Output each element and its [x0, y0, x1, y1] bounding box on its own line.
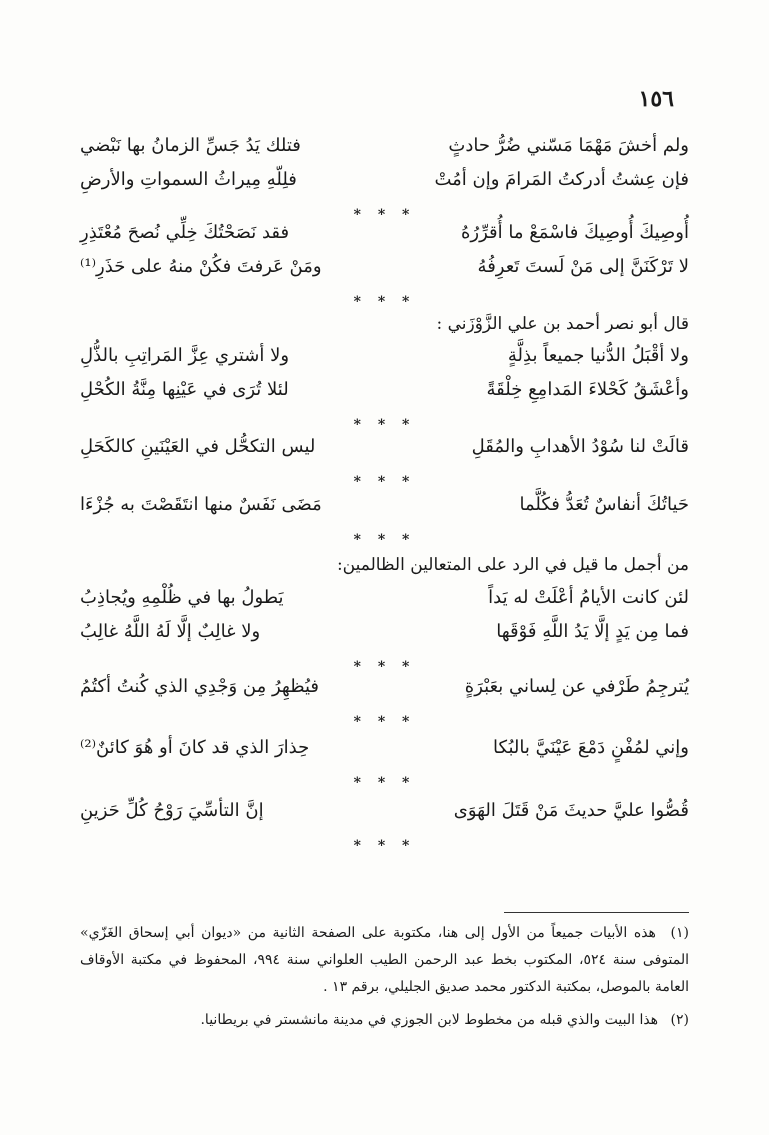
verse-line [70, 587, 699, 621]
verse-line [70, 345, 699, 379]
poem-block [70, 436, 699, 494]
section-intro: قال أبو نصر أحمد بن علي الزَّوْزَني : [436, 314, 689, 334]
section-separator: * * * [353, 838, 416, 854]
footnote-number: (٢) [670, 1012, 689, 1028]
section-separator: * * * [353, 207, 416, 223]
verse-second-hemistich: ولا أشتري عِزَّ المَراتِبِ بالذُّلِ [80, 345, 290, 366]
verse-second-hemistich: مَضَى نَفَسٌ منها انتَقَصْتَ به جُزْءَا [80, 494, 322, 515]
verse-line [70, 737, 699, 771]
verse-first-hemistich: أُوصِيكَ أُوصِيكَ فاسْمَعْ ما أُقرِّرُهُ [461, 222, 689, 243]
verse-first-hemistich: حَياتُكَ أنفاسٌ تُعَدُّ فكُلَّما [519, 494, 689, 515]
section-separator: * * * [353, 417, 416, 433]
verse-line [70, 436, 699, 470]
poem-block [70, 676, 699, 734]
footnote [80, 1007, 689, 1034]
footnote-divider [504, 912, 689, 913]
verse-second-hemistich: فتلك يَدُ جَسِّ الزمانُ بها نَبْضي [80, 135, 301, 156]
footnote [80, 920, 689, 1001]
poem-block [70, 135, 699, 227]
verse-second-hemistich: ومَنْ عَرفتَ فكُنْ منهُ على حَذَرِ⁽¹⁾ [80, 256, 322, 277]
verse-line [70, 621, 699, 655]
verse-second-hemistich: حِذارَ الذي قد كانَ أو هُوَ كائنٌ⁽²⁾ [80, 737, 310, 758]
section-separator: * * * [353, 714, 416, 730]
verse-first-hemistich: ولم أخشَ مَهْمَا مَسّني ضُرُّ حادثٍ [448, 135, 689, 156]
verse-first-hemistich: وأعْشَقُ كَحْلاءَ المَدامِعِ خِلْقَةً [486, 379, 689, 400]
footnote-number: (١) [670, 925, 689, 941]
verse-second-hemistich: يَطولُ بها في ظُلْمِهِ ويُجاذِبُ [80, 587, 284, 608]
verse-first-hemistich: ولا أقْبَلُ الدُّنيا جميعاً بذِلَّةٍ [507, 345, 689, 366]
section-separator: * * * [353, 294, 416, 310]
verse-first-hemistich: لئن كانت الأيامُ أعْلَتْ له يَداً [488, 587, 689, 608]
poem-block [70, 800, 699, 858]
verse-second-hemistich: ولا غالِبٌ إلَّا لَهُ اللَّهُ غالِبُ [80, 621, 261, 642]
poem-block [70, 737, 699, 795]
verse-first-hemistich: وإني لمُفْنٍ دَمْعَ عَيْنَيَّ بالبُكا [493, 737, 689, 758]
verse-second-hemistich: فيُظهِرُ مِن وَجْدِي الذي كُنتُ أكتُمُ [80, 676, 320, 697]
verse-first-hemistich: فإن عِشتُ أدركتُ المَرامَ وإن أمُتْ [434, 169, 689, 190]
section-separator: * * * [353, 775, 416, 791]
verse-second-hemistich: فقد نَصَحْتُكَ خِلِّي نُصحَ مُعْتَذِرِ [80, 222, 290, 243]
footnote-text: هذه الأبيات جميعاً من الأول إلى هنا، مكتوبة على الصفحة الثانية من «ديوان أبي إسحاق الغَزّي» المتوفى سنة ٥٢٤، المكتوب بخط عبد الرحمن الطيب العلواني سنة ٩٩٤، المحفوظ في مكتبة الأوقاف العامة بالموصل، بمكتبة الدكتور محمد صديق الجليلي، برقم ١٣ . [80, 925, 689, 995]
footnote-text: هذا البيت والذي قبله من مخطوط لابن الجوزي في مدينة مانشستر في بريطانيا. [200, 1012, 659, 1028]
verse-line [70, 494, 699, 528]
verse-line [70, 135, 699, 169]
section-separator: * * * [353, 532, 416, 548]
verse-line [70, 676, 699, 710]
poem-block [70, 222, 699, 314]
verse-first-hemistich: قالَتْ لنا سُوْدُ الأهدابِ والمُقَلِ [471, 436, 689, 457]
verse-first-hemistich: يُترجِمُ طَرْفي عن لِساني بعَبْرَةٍ [464, 676, 689, 697]
section-intro: من أجمل ما قيل في الرد على المتعالين الظالمين: [336, 555, 689, 575]
footnotes [80, 920, 689, 1034]
section-separator: * * * [353, 474, 416, 490]
poem-block [70, 587, 699, 679]
verse-line [70, 256, 699, 290]
section-separator: * * * [353, 659, 416, 675]
verse-line [70, 222, 699, 256]
verse-line [70, 800, 699, 834]
verse-second-hemistich: لئلا تُرَى في عَيْنِها مِنَّةُ الكُحْلِ [80, 379, 289, 400]
verse-second-hemistich: ليس التكحُّل في العَيْنَينِ كالكَحَلِ [80, 436, 316, 457]
verse-line [70, 169, 699, 203]
poem-block [70, 345, 699, 437]
verse-first-hemistich: فما مِن يَدٍ إلَّا يَدُ اللَّهِ فَوْقَها [496, 621, 689, 642]
verse-first-hemistich: قُصُّوا عليَّ حديثَ مَنْ قَتَلَ الهَوَى [453, 800, 689, 821]
verse-first-hemistich: لا تَرْكَنَنَّ إلى مَنْ لَستَ تَعرِفُهُ [477, 256, 689, 277]
poem-block [70, 494, 699, 552]
verse-second-hemistich: فلِلّهِ مِيراثُ السمواتِ والأرضِ [80, 169, 297, 190]
verse-line [70, 379, 699, 413]
page-number: ١٥٦ [638, 86, 674, 112]
verse-second-hemistich: إنَّ التأسِّيَ رَوْحُ كُلِّ حَزينِ [80, 800, 264, 821]
